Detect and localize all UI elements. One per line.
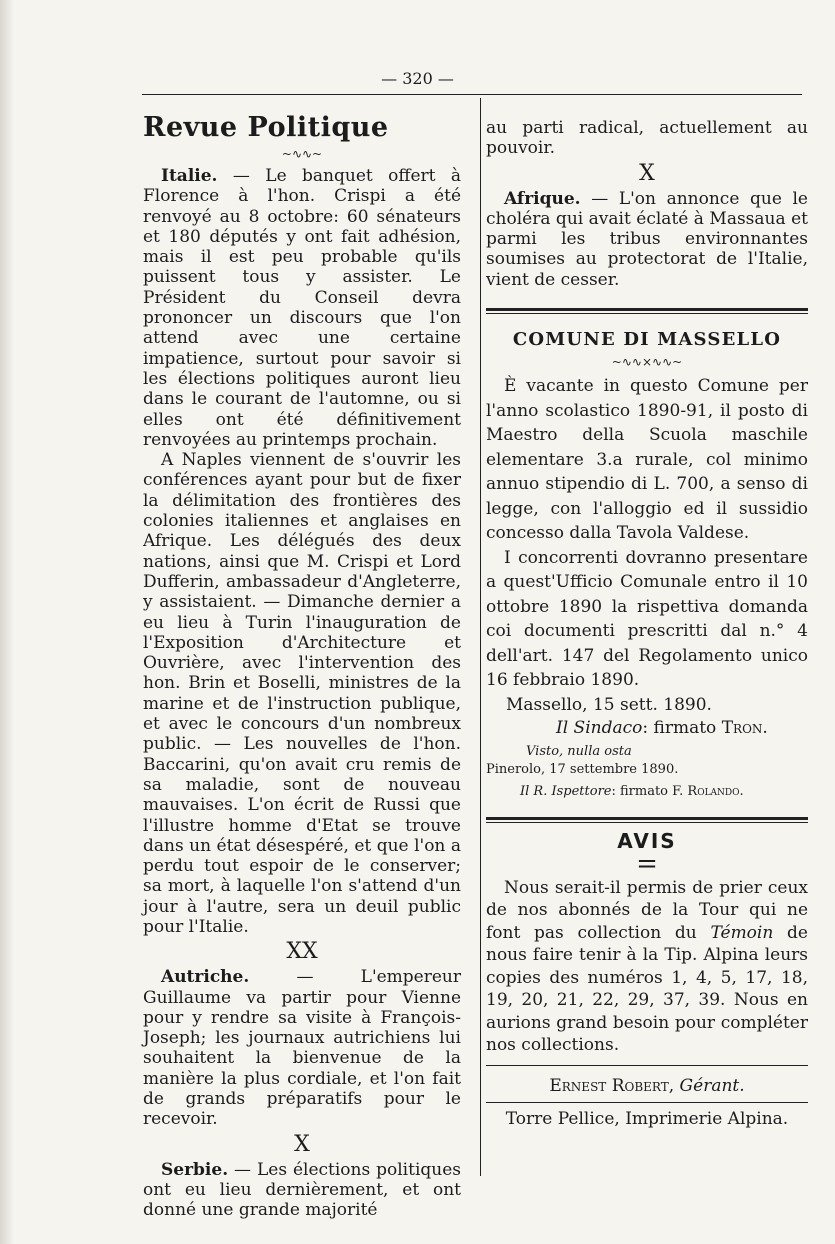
place-date: Massello, 15 sett. 1890. — [506, 694, 712, 715]
imprimerie-line: Torre Pellice, Imprimerie Alpina. — [505, 1108, 789, 1129]
comune-notice — [486, 374, 808, 693]
left-column — [143, 112, 461, 1221]
avis-rule — [486, 817, 808, 823]
comune-ornament: ~∿∿×∿∿~ — [611, 355, 683, 370]
afrique-paragraph: Afrique. — L'on annonce que le choléra qui avait éclaté à Massaua et parmi les tribus environnantes soumises au protectorat de l'Italie, vient de cesser. — [486, 188, 808, 290]
gerant-line: Ernest Robert, Gérant. — [549, 1075, 745, 1096]
italie-paragraph-1: Italie. — Le banquet offert à Florence à l'hon. Crispi a été renvoyé au 8 octobre: 60 sénateurs et 180 députés y ont fait adhésion, mais il est peu probable qu'ils puissent tous y assister. Le Président du Conseil devra prononcer un discours que l'on attend avec une certaine impatience, surtout pour savoir si les élections politiques auront lieu dans le courant de l'automne, ou si elles ont été définitivement renvoyées au printemps prochain. — [143, 166, 461, 450]
footer-rule-2 — [486, 1102, 808, 1103]
afrique-heading: Afrique. — [504, 188, 581, 209]
serbie-paragraph: Serbie. — Les élections politiques ont eu lieu dernièrement, et ont donné une grande majorité — [143, 1159, 461, 1221]
comune-title: COMUNE DI MASSELLO — [512, 329, 782, 351]
sindaco-signature: Il Sindaco: firmato Tron. — [556, 717, 768, 738]
serbie-heading: Serbie. — [161, 1159, 229, 1180]
footer-rule-1 — [486, 1065, 808, 1066]
autriche-paragraph: Autriche. — L'empereur Guillaume va partir pour Vienne pour y rendre sa visite à François-Joseph; les journaux autrichiens lui souhaitent la bienvenue de la manière la plus cordiale, et l'on fait de grands préparatifs pour le recevoir. — [143, 967, 461, 1130]
visto-line: Visto, nulla osta — [526, 743, 632, 759]
italie-heading: Italie. — [161, 166, 218, 186]
revue-title: Revue Politique — [143, 112, 389, 143]
comune-paragraph-1: È vacante in questo Comune per l'anno scolastico 1890-91, il posto di Maestro della Scuola maschile elementare 3.a rurale, col minimo annuo stipendio di L. 700, a senso di legge, con l'alloggio ed il sussidio concesso dalla Tavola Valdese. — [486, 376, 808, 544]
page-number: — 320 — — [381, 69, 454, 88]
separator-x-right: X — [639, 160, 655, 186]
avis-title: AVIS — [617, 828, 677, 853]
avis-notice — [486, 877, 808, 1057]
avis-paragraph: Nous serait-il permis de prier ceux de nos abonnés de la Tour qui ne font pas collection du Témoin de nous faire tenir à la Tip. Alpina leurs copies des numéros 1, 4, 5, 17, 18, 19, 20, 21, 22, 29, 37, 39. Nous en aurions grand besoin pour compléter nos collections. — [486, 877, 808, 1056]
ispettore-signature: Il R. Ispettore: firmato F. Rolando. — [520, 783, 744, 799]
ornament-squiggle: ~∿∿~ — [281, 147, 323, 161]
comune-paragraph-2: I concorrenti dovranno presentare a quest'Ufficio Comunale entro il 10 ottobre 1890 la rispettiva domanda coi documenti prescritti dal n.° 4 dell'art. 147 del Regolamento unico 16 febbraio 1890. — [486, 547, 808, 691]
header-rule — [142, 94, 802, 95]
page-edge — [0, 0, 14, 1244]
italie-paragraph-2: A Naples viennent de s'ouvrir les conférences ayant pour but de fixer la délimitation des frontières des colonies italiennes et anglaises en Afrique. Les délégués des deux nations, ainsi que M. Crispi et Lord Dufferin, ambassadeur d'Angleterre, y assistaient. — Dimanche dernier a eu lieu à Turin l'inauguration de l'Exposition d'Architecture et Ouvrière, avec l'intervention des hon. Brin et Boselli, ministres de la marine et de l'instruction publique, et avec le concours d'un nombreux public. — Les nouvelles de l'hon. Baccarini, qu'on avait cru remis de sa maladie, sont de nouveau mauvaises. L'on écrit de Russi que l'illustre homme d'Etat se trouve dans un état désespéré, et que l'on a perdu tout espoir de le conserver; sa mort, à laquelle l'on s'attend d'un jour à l'autre, sera un deuil public pour l'Italie. — [143, 450, 461, 937]
right-column — [486, 118, 808, 1131]
separator-x: X — [294, 1131, 310, 1157]
continuation-paragraph: au parti radical, actuellement au pouvoir. — [486, 118, 808, 159]
autriche-heading: Autriche. — [161, 967, 250, 988]
avis-ornament: = — [636, 848, 658, 879]
separator-xx: XX — [286, 939, 318, 965]
pinerolo-line: Pinerolo, 17 settembre 1890. — [486, 761, 679, 777]
section-rule — [486, 308, 808, 314]
column-divider — [480, 98, 481, 1176]
